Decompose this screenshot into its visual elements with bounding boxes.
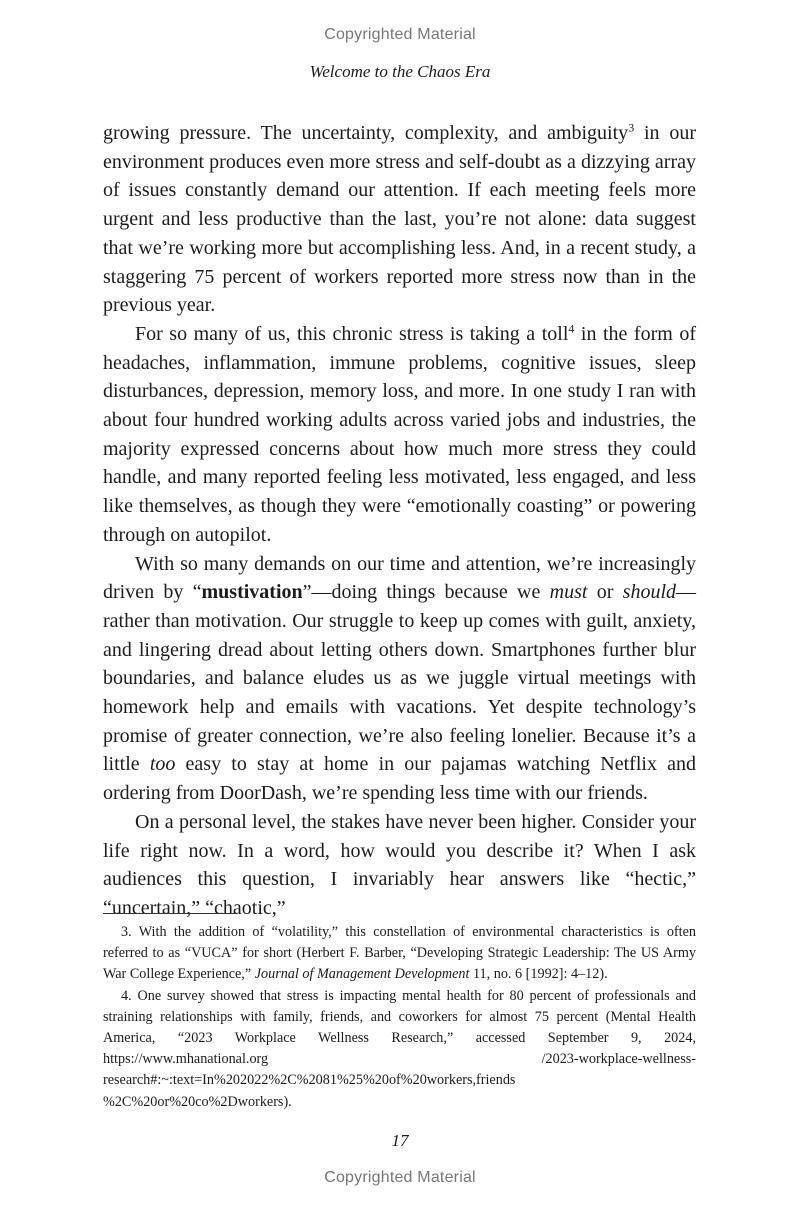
- paragraph-3-italic-must: must: [549, 581, 588, 604]
- paragraph-1-text-b: in our environment produces even more stress and self-doubt as a dizzying array of issues constantly demand our attention. If each meeting feels more urgent and less productive than the last, you’re not alone: data suggest that we’re working more but accomplishing less. And, in a recent study, a staggering 75 percent of workers reported more stress now than in the previous year.: [103, 122, 697, 317]
- paragraph-3-text-b: ”—doing things because we: [302, 581, 550, 604]
- footnote-divider: [103, 913, 235, 914]
- footnote-4: 4. One survey showed that stress is impacting mental health for 80 percent of professionals and straining relationships with family, friends, and coworkers for almost 75 percent (Mental Health America, “2023 Workplace Wellness Research,” accessed September 9, 2024, https://www.mhanational.org /2023-workplace-wellness-research#:~:text=In%202022%2C%2081%25%20of%20workers,friends %2C%20or%20co%2Dworkers).: [103, 987, 696, 1110]
- paragraph-3-text-d: —rather than motivation. Our struggle to keep up comes with guilt, anxiety, and lingering dread about letting others down. Smartphones further blur boundaries, and balance eludes us as we juggle virtual meetings with homework help and emails with vacations. Yet despite technology’s promise of greater connection, we’re also feeling lonelier. Because it’s a little: [103, 581, 696, 776]
- footnote-ref-3[interactable]: 3: [628, 120, 635, 135]
- copyright-notice-top: Copyrighted Material: [324, 26, 476, 43]
- paragraph-2: [103, 320, 696, 550]
- paragraph-3-bold-term: mustivation: [201, 581, 303, 604]
- paragraph-3-italic-too: too: [149, 753, 176, 776]
- footnotes: [103, 922, 696, 1113]
- paragraph-3-text-e: easy to stay at home in our pajamas watching Netflix and ordering from DoorDash, we’re spending less time with our friends.: [103, 753, 696, 805]
- paragraph-3: [103, 550, 696, 808]
- footnote-3-text-a: 3. With the addition of “volatility,” this constellation of environmental characteristics is often referred to as “VUCA” for short (Herbert F. Barber, “Developing Strategic Leadership: The US Army War College Experience,”: [103, 924, 696, 983]
- paragraph-2-text-b: in the form of headaches, inflammation, immune problems, cognitive issues, sleep disturbances, depression, memory loss, and more. In one study I ran with about four hundred working adults across varied jobs and industries, the majority expressed concerns about how much more stress they could handle, and many reported feeling less motivated, less engaged, and less like themselves, as though they were “emotionally coasting” or powering through on autopilot.: [103, 322, 696, 546]
- paragraph-2-text-a: For so many of us, this chronic stress is taking a toll: [135, 322, 569, 345]
- paragraph-3-text-c: or: [587, 581, 623, 604]
- paragraph-4: On a personal level, the stakes have never been higher. Consider your life right now. In a word, how would you describe it? When I ask audiences this question, I invariably hear answers like “hectic,” “uncertain,” “chaotic,”: [103, 810, 696, 919]
- footnote-3-journal-title: Journal of Management Development: [254, 966, 470, 983]
- running-header: Welcome to the Chaos Era: [309, 62, 491, 81]
- footnote-ref-4[interactable]: 4: [568, 321, 575, 336]
- copyright-notice-bottom: Copyrighted Material: [324, 1169, 476, 1186]
- page-number: 17: [391, 1131, 409, 1150]
- footnote-3: [103, 922, 696, 986]
- paragraph-3-text-a: With so many demands on our time and attention, we’re increasingly driven by “: [103, 552, 696, 604]
- paragraph-1: [103, 119, 696, 320]
- body-text: [103, 119, 696, 923]
- paragraph-3-italic-should: should: [622, 581, 676, 604]
- paragraph-1-text-a: growing pressure. The uncertainty, complexity, and ambiguity: [103, 122, 629, 144]
- footnote-3-text-b: 11, no. 6 [1992]: 4–12).: [469, 966, 608, 983]
